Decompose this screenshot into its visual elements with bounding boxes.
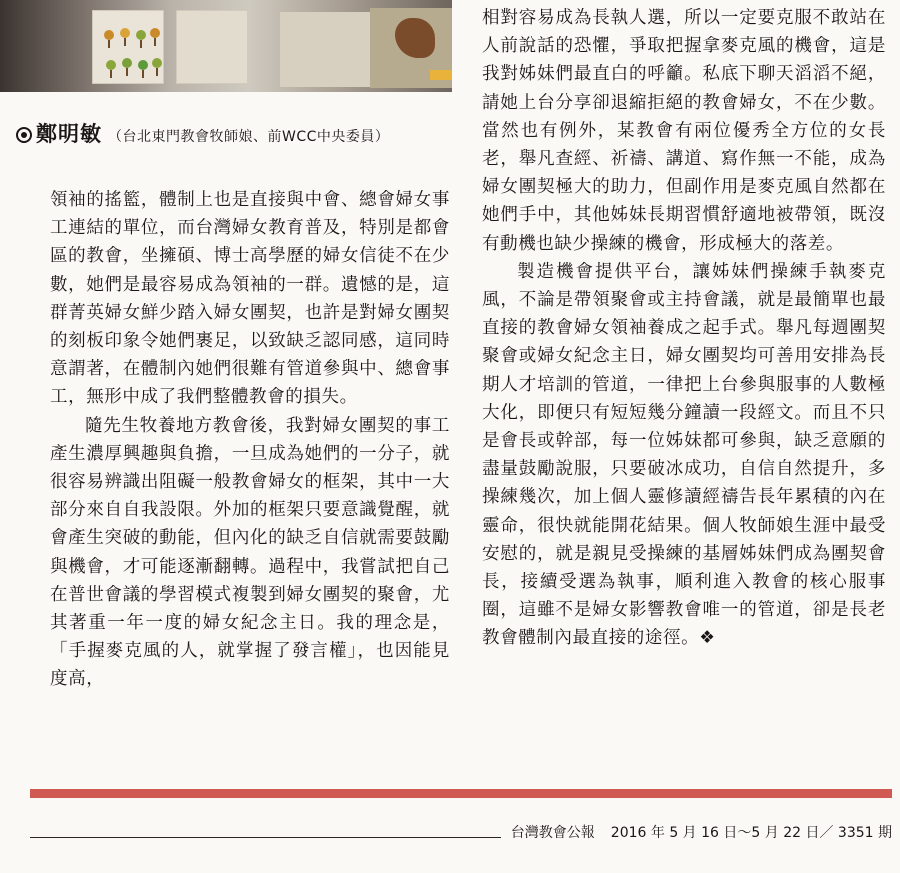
paragraph: 製造機會提供平台，讓姊妹們操練手執麥克風，不論是帶領聚會或主持會議，就是最簡單也最直接的教會婦女領袖養成之起手式。舉凡每週團契聚會或婦女紀念主日，婦女團契均可善用安排為長期人才培訓的管道，一律把上台參與服事的人數極大化，即便只有短短幾分鐘讀一段經文。而且不只是會長或幹部，每一位姊妹都可參與，缺乏意願的盡量鼓勵說服，只要破冰成功，自信自然提升，多操練幾次，加上個人靈修讀經禱告長年累積的內在靈命，很快就能開花結果。個人牧師娘生涯中最受安慰的，就是親見受操練的基層姊妹們成為團契會長，接續受選為執事，順利進入教會的核心服事圈，這雖不是婦女影響教會唯一的管道，卻是長老教會體制內最直接的途徑。❖ (482, 261, 886, 649)
publication-name: 台灣教會公報 (510, 825, 595, 841)
footer-accent-bar (30, 789, 892, 798)
footer-rule (30, 837, 501, 838)
paragraph: 領袖的搖籃，體制上也是直接與中會、總會婦女事工連結的單位，而台灣婦女教育普及，特別是都會區的教會，坐擁碩、博士高學歷的婦女信徒不在少數，她們是最容易成為領袖的一群。遺憾的是，這群菁英婦女鮮少踏入婦女團契，也許是對婦女團契的刻板印象令她們裹足，以致缺乏認同感，這同時意謂著，在體制內她們很難有管道參與中、總會事工，無形中成了我們整體教會的損失。 (50, 190, 450, 408)
article-column-left (50, 186, 450, 694)
footer (30, 820, 892, 844)
author-name: 鄭明敏 (36, 122, 102, 146)
header-photo (0, 0, 452, 92)
author-role: （台北東門教會牧師娘、前WCC中央委員） (108, 129, 390, 145)
paragraph: 相對容易成為長執人選，所以一定要克服不敢站在人前說話的恐懼，爭取把握拿麥克風的機會，這是我對姊妹們最直白的呼籲。私底下聊天滔滔不絕，請她上台分享卻退縮拒絕的教會婦女，不在少數。當然也有例外，某教會有兩位優秀全方位的女長老，舉凡查經、祈禱、講道、寫作無一不能，成為婦女團契極大的助力，但副作用是麥克風自然都在她們手中，其他姊妹長期習慣舒適地被帶領，既沒有動機也缺少操練的機會，形成極大的落差。 (482, 8, 886, 254)
article-column-right (482, 4, 886, 653)
author-byline (16, 118, 389, 144)
photo-card (92, 10, 164, 84)
paragraph: 隨先生牧養地方教會後，我對婦女團契的事工產生濃厚興趣與負擔，一旦成為她們的一分子，就很容易辨識出阻礙一般教會婦女的框架，其中一大部分來自自我設限。外加的框架只要意識覺醒，就會產生突破的動能，但內化的缺乏自信就需要鼓勵與機會，才可能逐漸翻轉。過程中，我嘗試把自己在普世會議的學習模式複製到婦女團契的聚會，尤其著重一年一度的婦女紀念主日。我的理念是，「手握麥克風的人，就掌握了發言權」，也因能見度高， (50, 415, 450, 690)
photo-card (176, 10, 248, 84)
issue-date: 2016 年 5 月 16 日～5 月 22 日／ 3351 期 (610, 825, 892, 841)
bullet-icon (16, 127, 32, 143)
